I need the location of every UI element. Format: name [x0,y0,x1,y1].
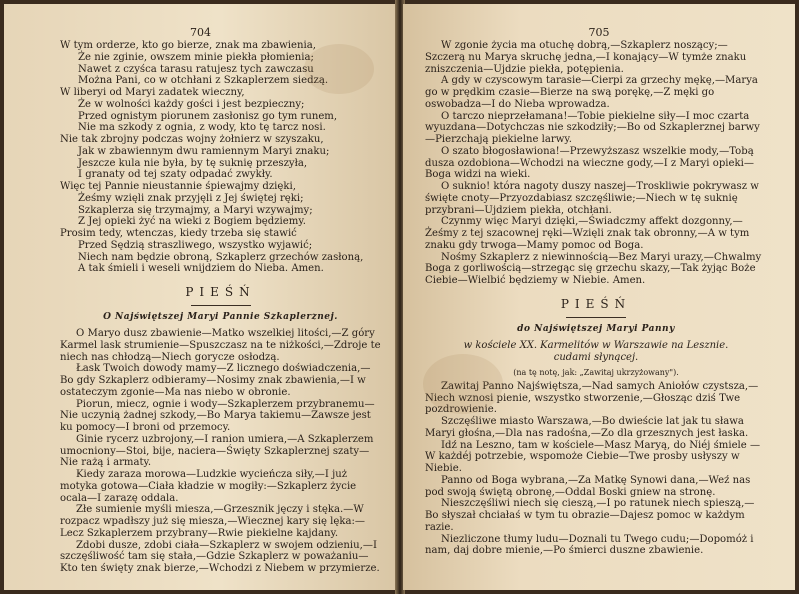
poem-line: Że w wolności każdy gości i jest bezpieczny; [78,98,305,110]
poem-line: Nie tak zbrojny podczas wojny żołnierz w szyszaku, [60,134,324,145]
poem-line: Jeszcze kula nie była, by tę suknię przeszyła, [78,157,308,169]
song-title-right [425,297,767,318]
poem-line: Że nie zginie, owszem minie piekła płomienia; [78,51,314,63]
left-page-text [4,40,397,575]
right-page [403,4,795,590]
song-dedication: w kościele XX. Karmelitów w Warszawie na Lesznie. [463,339,729,351]
poem-line: Szkaplerza się trzymajmy, a Maryi wzywajmy; [78,204,313,216]
stanza: Kiedy zaraza morowa—Ludzkie wycieńcza siły,—I już motyka gotowa—Ciała kładzie w mogiły:—Szkaplerz życie ocala—I zarazę oddala. [60,469,357,504]
stanza: Łask Twoich dowody mamy—Z licznego doświadczenia,—Bo gdy Szkaplerz odbieramy—Nosimy znak zbawienia,—I w ostateczym zgonie—Ma nas niebo w obronie. [60,363,371,398]
stanza: Idź na Leszno, tam w kościele—Masz Maryą, do Niéj śmiele —W każdéj potrzebie, wspomoże Ciebie—Twe prosby usłyszy w Niebie. [425,439,761,474]
poem-line: Jak w zbawiennym dwu ramiennym Maryi znaku; [78,145,330,157]
stanza: Niezliczone tłumy ludu—Doznali tu Twego cudu;—Dopomóż i nam, daj dobre mienie,—Po śmierci duszne zbawienie. [425,533,754,557]
poem-line: I granaty od tej szaty odpadać zwykły. [78,169,273,181]
stanza: Zdobi dusze, zdobi ciała—Szkaplerz w swojem odzieniu,—I szczęśliwość tam się stała,—Gdzie Szkaplerz w poważaniu—Kto ten święty znak bierze,—Wchodzi z Niebem w przymierze. [60,539,380,574]
song-title-right-text: PIEŚŃ [560,296,632,311]
poem-line: Przed ognistym piorunem zasłonisz go tym runem, [78,110,338,122]
stanza: Ginie rycerz uzbrojony,—I ranion umiera,—A Szkaplerzem umocniony—Stoi, bije, naciera—Święty Szkaplerznej szaty—Nie rażą i armaty. [60,433,374,469]
melody-note: (na tę notę, jak: „Zawitaj ukrzyżowany"). [513,367,679,377]
poem-line: Nie ma szkody z ognia, z wody, kto tę tarcz nosi. [78,122,326,134]
poem-line: Niech nam będzie obroną, Szkaplerz grzechów zasłoną, [78,251,364,263]
poem-line: Z Jej opieki żyć na wieki z Bogiem będziemy. [78,216,306,228]
song-title-left [60,285,381,306]
stanza: Szczęśliwe miasto Warszawa,—Bo dwieście lat jak tu sława Maryi głośna,—Dla nas radośna,—Zo dla grzesznych jest łaska. [425,416,749,439]
stanza: W zgonie życia ma otuchę dobrą,—Szkaplerz noszący;—Szczerą nu Marya skruchę jedna,—I konający—W tymże znaku zniszczenia—Ujdzie piekła, potępienia. [425,40,747,75]
stanza: A gdy w czyscowym tarasie—Cierpi za grzechy mękę,—Marya go w prędkim czasie—Bierze na swą porękę,—Z męki go oswobadza—I do Nieba wprowadza. [425,75,758,110]
poem-line: Przed Sędzią straszliwego, wszystko wyjawić; [78,239,313,251]
right-page-text [403,40,795,557]
paper-stain [304,44,374,94]
poem-line: Nawet z czyśca tarasu ratujesz tych zawczasu [78,63,314,75]
stanza: O suknio! która nagoty duszy naszej—Troskliwie pokrywasz w święte cnoty—Przyozdabiasz szczęśliwie;—Niech w tę suknię przybrani—Ujdziem piekła, otchłani. [425,181,759,216]
song-title-left-text: PIEŚŃ [185,285,256,299]
poem-line: Prosim tedy, wtenczas, kiedy trzeba się stawić [60,228,297,239]
poem-line: Żeśmy wzięli znak przyjęli z Jej świętej ręki; [78,192,304,204]
song-dedication-2: cudami słynącej. [553,351,639,363]
stanza: Nieszczęśliwi niech się cieszą,—I po ratunek niech spieszą,—Bo słyszał chciałaś w tym tu obrazie—Dajesz pomoc w każdym razie. [425,498,755,533]
poem-line: A tak śmieli i weseli wnijdziem do Nieba. Amen. [78,263,324,275]
stanza: Piorun, miecz, ognie i wody—Szkaplerzem przybranemu—Nie uczynią żadnej szkody,—Bo Marya takiemu—Zawsze jest ku pomocy—I broni od przemocy. [60,398,375,433]
paper-stain [423,354,503,414]
stanza: Zawitaj Panno Najświętsza,—Nad samych Aniołów czystsza,—Niech wznosi pienie, wszystko stworzenie,—Głosząc dziś Twe pozdrowienie. [425,380,759,416]
poem-line: Więc tej Pannie nieustannie śpiewajmy dzięki, [60,181,296,192]
song-subtitle-right: do Najświętszej Maryi Panny [517,323,675,334]
poem-line: Można Pani, co w otchłani z Szkaplerzem siedzą. [78,75,329,87]
stanza: Nośmy Szkaplerz z niewinnością—Bez Maryi urazy,—Chwalmy Boga z gorliwością—strzegąc się grzechu skazy,—Tak żyjąc Boże Ciebie—Wielbić będziemy w Niebie. Amen. [425,251,762,286]
left-page [4,4,397,590]
prose-right-top [425,40,767,287]
stanza: O Maryo dusz zbawienie—Matko wszelkiej litości,—Z góry Karmel lask strumienie—Spuszczasz na te niżkości,—Zdroje te niech nas chłodzą—Niech gorycze osłodzą. [60,328,381,363]
stanza: Czynmy więc Maryi dzięki,—Świadczmy affekt dozgonny,—Żeśmy z tej szacownej ręki—Wzięli znak tak obronny,—A w tym znaku gdy trwoga—Mamy pomoc od Boga. [425,216,750,251]
stanza: Złe sumienie myśli miesza,—Grzesznik jęczy i stęka.—W rozpacz wpadłszy już się miesza,—Wiecznej kary się lęka:—Lecz Szkaplerzem przybrany—Rwie piekielne kajdany. [60,504,365,539]
poem-line: W liberyi od Maryi zadatek wieczny, [60,87,245,98]
stanza: O szato błogosławiona!—Przewyższasz wszelkie mody,—Tobą dusza ozdobiona—Wchodzi na wieczne gody,—I z Maryi opieki—Boga widzi na wieki. [425,145,754,181]
song-subtitle-left: O Najświętszej Maryi Pannie Szkaplerznej. [103,312,338,322]
page-number-left: 704 [190,26,211,39]
stanza: Panno od Boga wybrana,—Za Matkę Synowi dana,—Weź nas pod swoją świętą obronę,—Oddal Boski gniew na stronę. [425,474,751,498]
stanza: O tarczo nieprzełamana!—Tobie piekielne siły—I moc czarta wyuzdana—Dotychczas nie szkodziły;—Bo od Szkaplerznej barwy—Pierzchają piekielne larwy. [425,110,760,145]
page-number-right: 705 [588,26,610,39]
poem-line: W tym orderze, kto go bierze, znak ma zbawienia, [60,40,316,51]
prose-left [60,328,381,575]
